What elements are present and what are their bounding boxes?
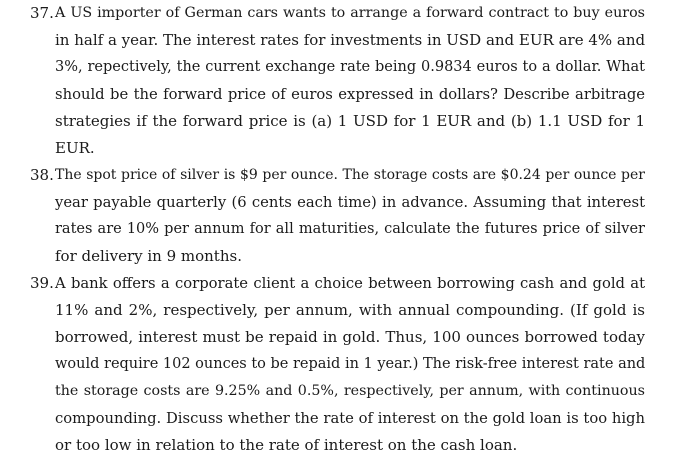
- text-line: or too low in relation to the rate of interest on the cash loan.: [55, 436, 518, 454]
- text-line: would require 102 ounces to be repaid in 1 year.) The risk-free interest rate and: [55, 356, 646, 372]
- problem-number: 37.: [30, 4, 54, 22]
- problem-text: [55, 162, 645, 270]
- text-line: A bank offers a corporate client a choice between borrowing cash and gold at: [55, 275, 645, 292]
- text-line: the storage costs are 9.25% and 0.5%, respectively, per annum, with continuous: [55, 383, 645, 399]
- text-line: EUR.: [55, 139, 95, 157]
- text-line: rates are 10% per annum for all maturities, calculate the futures price of silver: [55, 221, 645, 237]
- text-line: compounding. Discuss whether the rate of interest on the gold loan is too high: [55, 410, 645, 427]
- problem-text: [55, 0, 645, 162]
- problem-number: 39.: [30, 274, 54, 292]
- text-line: 3%, repectively, the current exchange rate being 0.9834 euros to a dollar. What: [55, 59, 645, 75]
- text-line: strategies if the forward price is (a) 1 USD for 1 EUR and (b) 1.1 USD for 1: [55, 112, 645, 130]
- text-line: borrowed, interest must be repaid in gold. Thus, 100 ounces borrowed today: [55, 328, 645, 346]
- problem-number: 38.: [30, 166, 54, 184]
- text-line: The spot price of silver is $9 per ounce. The storage costs are $0.24 per ounce per: [55, 167, 645, 183]
- text-line: in half a year. The interest rates for investments in USD and EUR are 4% and: [55, 31, 646, 49]
- problem-text: [55, 270, 645, 459]
- text-line: year payable quarterly (6 cents each time) in advance. Assuming that interest: [55, 194, 645, 211]
- text-line: for delivery in 9 months.: [55, 247, 242, 265]
- text-line: should be the forward price of euros expressed in dollars? Describe arbitrage: [55, 86, 645, 103]
- text-line: 11% and 2%, respectively, per annum, with annual compounding. (If gold is: [55, 301, 645, 319]
- text-line: A US importer of German cars wants to arrange a forward contract to buy euros: [55, 5, 645, 21]
